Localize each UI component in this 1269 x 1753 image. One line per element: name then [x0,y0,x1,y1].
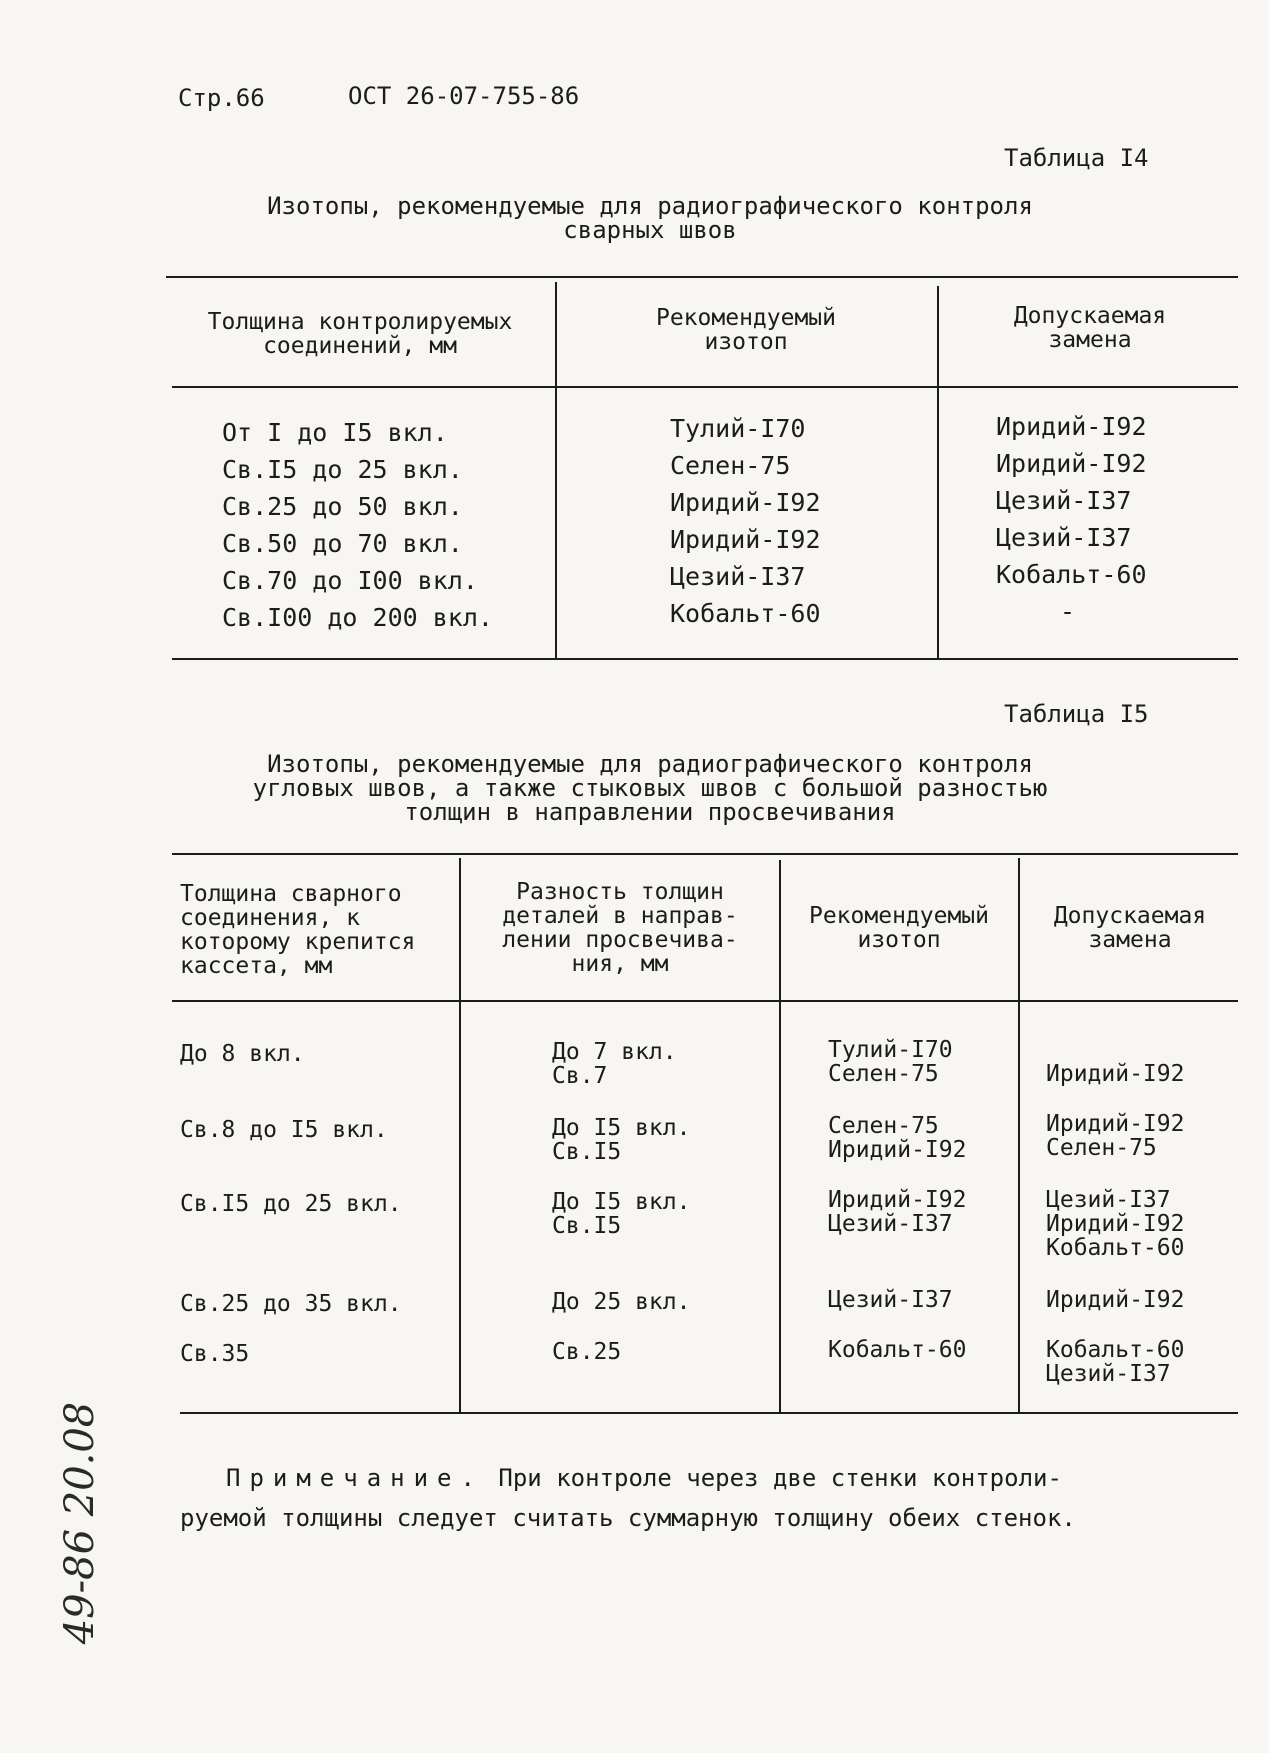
table14-caption-line1: Изотопы, рекомендуемые для радиографического контроля [267,192,1033,220]
table15-row-4-isotope: Цезий-I37 [828,1287,953,1313]
table15-header-replacement: Допускаемая замена [1053,903,1207,953]
table14-header-thickness: Толщина контролируемых соединений, мм [207,309,513,359]
table15-row-2-replacement: Иридий-I92 Селен-75 [1046,1111,1185,1161]
table14-col-divider-1 [555,282,557,660]
page-number: Стр.66 [178,84,265,112]
table14-top-rule [166,276,1238,278]
table15-row-1-difference: До 7 вкл. Св.7 [552,1039,677,1089]
table14-row-4-thickness: Св.50 до 70 вкл. [222,529,463,558]
table14-col-divider-2 [937,286,939,660]
table14-label: Таблица I4 [1004,144,1149,172]
table15-row-4-thickness: Св.25 до 35 вкл. [180,1291,402,1317]
table14-row-3-thickness: Св.25 до 50 вкл. [222,492,463,521]
table14-row-2-thickness: Св.I5 до 25 вкл. [222,455,463,484]
table15-row-1-replacement: Иридий-I92 [1046,1061,1185,1087]
table15-row-2-difference: До I5 вкл. Св.I5 [552,1115,691,1165]
table15-row-2-isotope: Селен-75 Иридий-I92 [828,1113,967,1163]
note-line-2: руемой толщины следует считать суммарную толщину обеих стенок. [180,1504,1076,1532]
table14-header-replacement: Допускаемая замена [1013,303,1167,353]
table15-col-divider-3 [1018,858,1020,1414]
note-paragraph [180,1458,1200,1538]
table15-header-isotope: Рекомендуемый изотоп [808,903,989,953]
table15-row-1-thickness: До 8 вкл. [180,1041,305,1067]
table15-row-1-isotope: Тулий-I70 Селен-75 [828,1037,953,1087]
table15-label: Таблица I5 [1004,700,1149,728]
table15-row-5-thickness: Св.35 [180,1341,250,1367]
table15-row-5-isotope: Кобальт-60 [828,1337,967,1363]
table15-row-2-thickness: Св.8 до I5 вкл. [180,1117,388,1143]
table15-col-divider-2 [779,860,781,1414]
table15-top-rule [172,853,1238,855]
note-label: Примечание. [226,1464,484,1492]
table15-col-divider-1 [459,858,461,1414]
table14-row-1-replacement: Иридий-I92 [996,412,1147,441]
table14-row-4-replacement: Цезий-I37 [996,523,1132,552]
table14-row-4-isotope: Иридий-I92 [670,525,821,554]
table15-row-4-difference: До 25 вкл. [552,1289,691,1315]
table15-caption-line1: Изотопы, рекомендуемые для радиографического контроля [267,750,1033,778]
table14-row-5-thickness: Св.70 до I00 вкл. [222,566,478,595]
table15-row-3-difference: До I5 вкл. Св.I5 [552,1189,691,1239]
table15-caption-line2: угловых швов, а также стыковых швов с большой разностью [252,774,1048,802]
table15-row-4-replacement: Иридий-I92 [1046,1287,1185,1313]
table14-row-6-thickness: Св.I00 до 200 вкл. [222,603,493,632]
table14-row-3-replacement: Цезий-I37 [996,486,1132,515]
table15-row-3-isotope: Иридий-I92 Цезий-I37 [828,1187,967,1237]
table15-caption-line3: толщин в направлении просвечивания [404,798,896,826]
table15-header-difference: Разность толщин деталей в направ- лении просвечива- ния, мм [502,879,738,977]
table15-caption [150,752,1150,824]
table14-row-6-replacement: - [1060,597,1076,626]
table14-caption-line2: сварных швов [563,216,737,244]
table14-row-6-isotope: Кобальт-60 [670,599,821,628]
table15-header-rule [172,1000,1238,1002]
table14-bottom-rule [172,658,1238,660]
table14-row-1-isotope: Тулий-I70 [670,414,806,443]
table14-row-1-thickness: От I до I5 вкл. [222,418,448,447]
table14-caption [150,194,1150,242]
note-line-1 [180,1458,1200,1498]
table15-row-5-difference: Св.25 [552,1339,622,1365]
table15-row-3-replacement: Цезий-I37 Иридий-I92 Кобальт-60 [1046,1187,1185,1261]
table14-row-2-replacement: Иридий-I92 [996,449,1147,478]
table15-bottom-rule [180,1412,1238,1414]
table14-row-3-isotope: Иридий-I92 [670,488,821,517]
table14-header-isotope: Рекомендуемый изотоп [655,305,836,355]
handwritten-margin-note: 49-86 20.08 [57,1401,103,1645]
table15-header-thickness: Толщина сварного соединения, к которому крепится кассета, мм [180,881,416,979]
table14-row-5-isotope: Цезий-I37 [670,562,806,591]
standard-code: ОСТ 26-07-755-86 [348,82,580,110]
note-text-1: При контроле через две стенки контроли- [498,1464,1062,1492]
table14-header-rule [172,386,1238,388]
table14-row-2-isotope: Селен-75 [670,451,791,480]
table15-row-3-thickness: Св.I5 до 25 вкл. [180,1191,402,1217]
table15-row-5-replacement: Кобальт-60 Цезий-I37 [1046,1337,1185,1387]
table14-row-5-replacement: Кобальт-60 [996,560,1147,589]
